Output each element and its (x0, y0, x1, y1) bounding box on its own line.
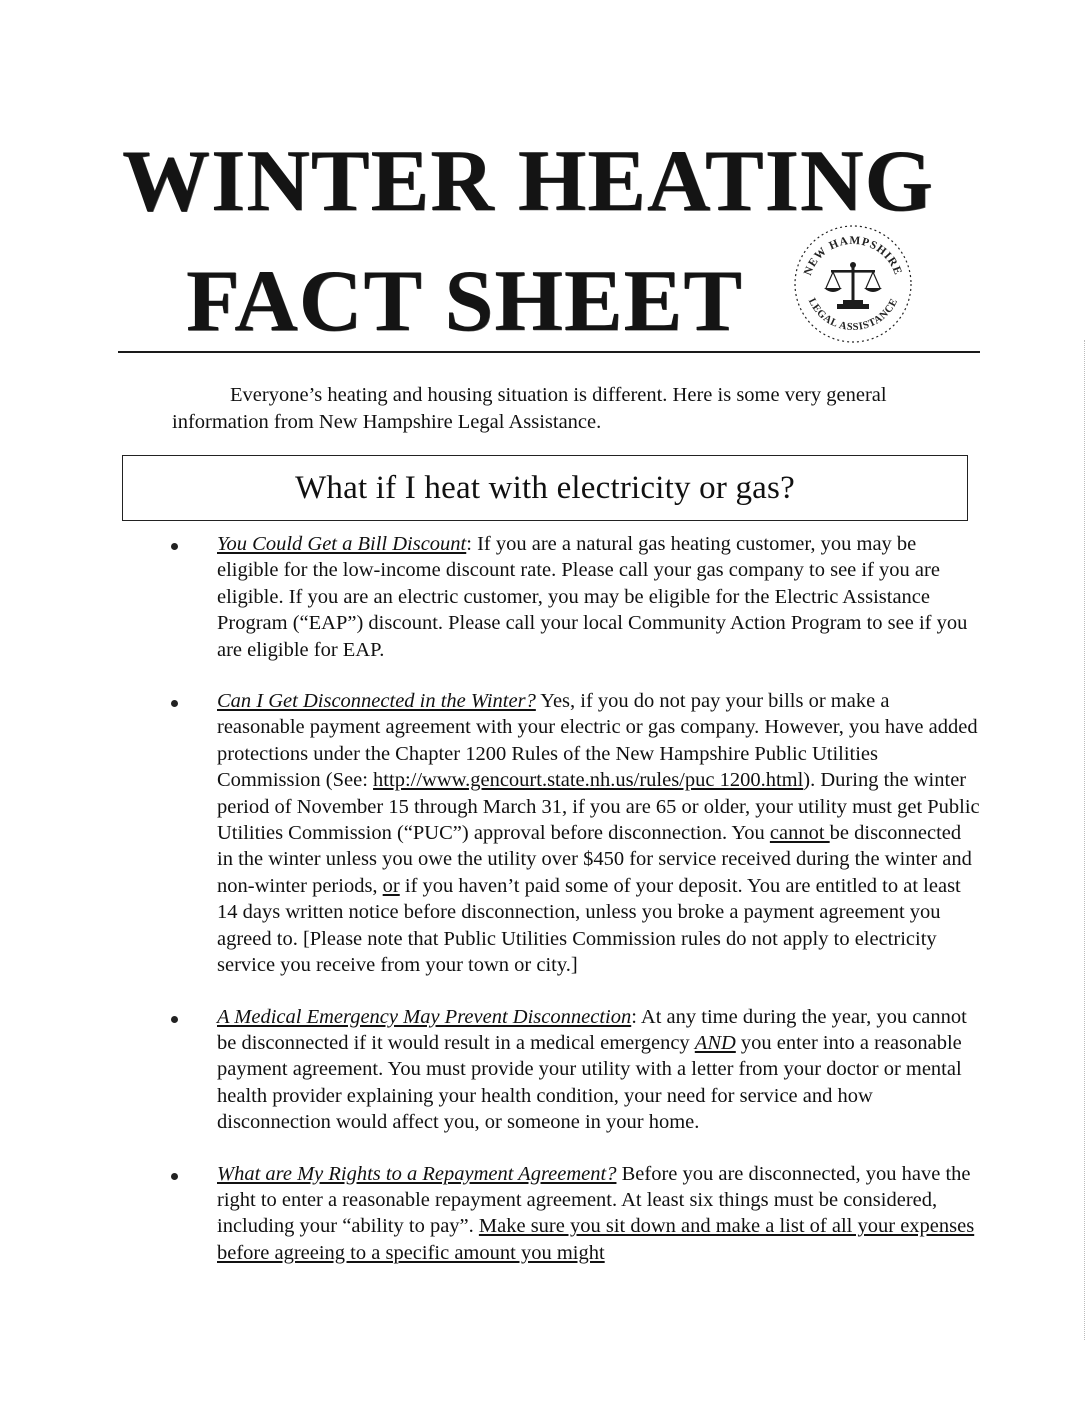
item-heading: A Medical Emergency May Prevent Disconnection (217, 1005, 632, 1028)
item-text: ). During the winter period of November 15 through March 31, if you are 65 or older, your utility must get Public Utilities Commission (“PUC”) approval before disconnection. You (217, 769, 980, 845)
item-heading: Can I Get Disconnected in the Winter? (217, 690, 536, 713)
bullet-icon (171, 543, 178, 550)
list-item (168, 688, 980, 978)
section-heading-box (122, 455, 968, 521)
title-line-2: FACT SHEET (186, 253, 743, 350)
bullet-icon (171, 700, 178, 707)
section-heading: What if I heat with electricity or gas? (295, 469, 795, 506)
nhla-seal-logo (791, 222, 915, 346)
item-text: Yes, if you do not pay your bills or make a reasonable payment agreement with your electric or gas company. However, you have added protections under the Chapter 1200 Rules of the New Hampshire Public Utilities Commission (See: (217, 690, 978, 792)
bullet-icon (171, 1016, 178, 1023)
bullet-icon (171, 1173, 178, 1180)
emphasis-text: Make sure you sit down and make a list of all your expenses before agreeing to a specific amount you might (217, 1215, 975, 1264)
item-text: you enter into a reasonable payment agreement. You must provide your utility with a letter from your doctor or mental health provider explaining your health condition, your need for service and how disconnection would affect you, or someone in your home. (217, 1031, 962, 1134)
svg-text:NEW HAMPSHIRE: NEW HAMPSHIRE (802, 234, 904, 278)
item-heading: You Could Get a Bill Discount (217, 533, 467, 555)
item-text: : At any time during the year, you cannot be disconnected if it would result in a medical emergency (217, 1005, 967, 1054)
fact-list (168, 531, 980, 1291)
list-item (168, 1161, 980, 1267)
emphasis-text: cannot (769, 822, 830, 845)
emphasis-text: AND (694, 1031, 736, 1054)
svg-text:LEGAL ASSISTANCE: LEGAL ASSISTANCE (805, 296, 901, 334)
title-line-1: WINTER HEATING (122, 133, 934, 230)
emphasis-text: or (382, 874, 400, 897)
list-item (168, 531, 980, 663)
scales-of-justice-icon (824, 262, 882, 309)
intro-paragraph: Everyone’s heating and housing situation is different. Here is some very general information from New Hampshire Legal Assistance. (172, 384, 887, 433)
title-divider (118, 351, 980, 353)
item-heading: What are My Rights to a Repayment Agreement? (217, 1162, 617, 1185)
item-text: be disconnected in the winter unless you owe the utility over $450 for service received during the winter and non-winter periods, (217, 822, 972, 897)
item-text: if you haven’t paid some of your deposit. You are entitled to at least 14 days written notice before disconnection, unless you broke a payment agreement you agreed to. [Please note that Public Utilities Commission rules do not apply to electricity service you receive from your town or city.] (217, 874, 961, 977)
list-item (168, 1004, 980, 1136)
scan-edge (1083, 340, 1085, 1340)
puc-rules-link[interactable]: http://www.gencourt.state.nh.us/rules/puc 1200.html (373, 769, 804, 792)
item-text: Before you are disconnected, you have the right to enter a reasonable repayment agreement. At least six things must be considered, including your “ability to pay”. (217, 1162, 971, 1238)
item-text: : If you are a natural gas heating customer, you may be eligible for the low-income discount rate. Please call your gas company to see if you are eligible. If you are an electric customer, you may be eligible for the Electric Assistance Program (“EAP”) discount. Please call your local Community Action Program to see if you are eligible for EAP. (217, 533, 968, 661)
